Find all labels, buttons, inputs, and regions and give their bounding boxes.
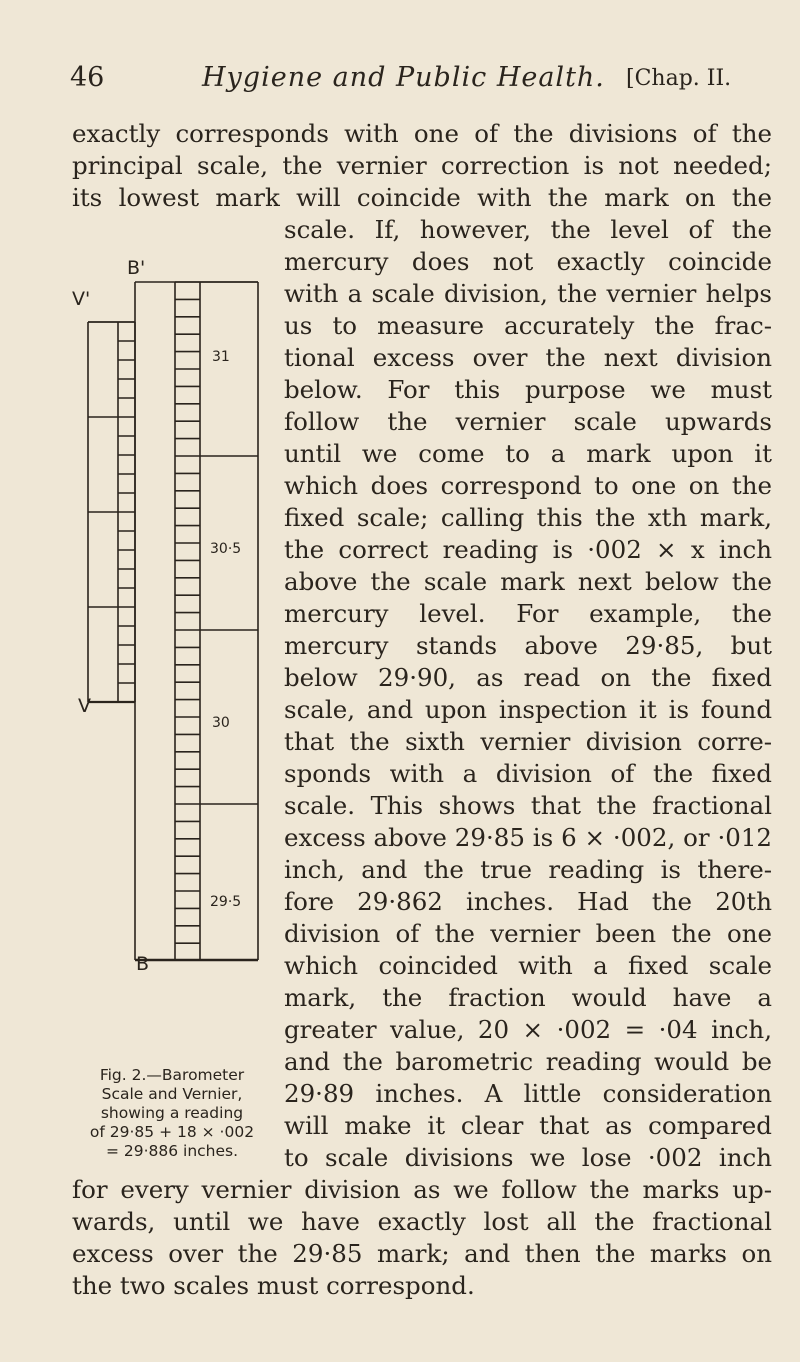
scale-drawing (88, 282, 258, 960)
text-line: scale. If, however, the level of the (284, 215, 772, 244)
caption-line: = 29·886 inches. (105, 1142, 239, 1160)
text-line: the correct reading is ·002 × x inch (284, 535, 772, 564)
text-line: with a scale division, the vernier helps (284, 279, 772, 308)
text-line: fore 29·862 inches. Had the 20th (284, 887, 772, 916)
text-line: that the sixth vernier division corre- (284, 727, 772, 756)
text-line: division of the vernier been the one (284, 919, 772, 948)
text-line: inch, and the true reading is there- (284, 855, 772, 884)
text-line: mercury level. For example, the (284, 599, 772, 628)
text-line: fixed scale; calling this the xth mark, (284, 503, 772, 532)
text-line: us to measure accurately the frac- (284, 311, 772, 340)
text-line: exactly corresponds with one of the divisions of the (72, 119, 772, 148)
text-line: follow the vernier scale upwards (284, 407, 772, 436)
running-header (70, 62, 770, 102)
text-line: scale. This shows that the fractional (284, 791, 772, 820)
label-v: V (78, 695, 91, 717)
caption-line: of 29·85 + 18 × ·002 (89, 1123, 255, 1141)
scale-label-31: 31 (212, 349, 230, 365)
text-line: tional excess over the next division (284, 343, 772, 372)
text-line: below. For this purpose we must (284, 375, 772, 404)
text-line: the two scales must correspond. (72, 1271, 475, 1300)
label-b: B (136, 953, 150, 975)
text-line: mercury does not exactly coincide (284, 247, 772, 276)
text-line: to scale divisions we lose ·002 inch (284, 1143, 772, 1172)
text-line: above the scale mark next below the (284, 567, 772, 596)
text-line: mark, the fraction would have a (284, 983, 772, 1012)
chapter-label: [Chap. II. (626, 66, 732, 91)
barometer-scale-figure (72, 257, 270, 1050)
text-line: until we come to a mark upon it (284, 439, 772, 468)
text-line: which does correspond to one on the (284, 471, 772, 500)
text-line: excess above 29·85 is 6 × ·002, or ·012 (284, 823, 772, 852)
label-b-prime: B' (127, 257, 146, 279)
page-number: 46 (70, 62, 105, 93)
scale-label-29-5: 29·5 (210, 894, 242, 910)
figure-caption (62, 1066, 282, 1161)
text-line: mercury stands above 29·85, but (284, 631, 772, 660)
label-v-prime: V' (72, 288, 91, 310)
running-title: Hygiene and Public Health. (202, 62, 605, 93)
text-line: excess over the 29·85 mark; and then the marks on (72, 1239, 772, 1268)
scale-label-30-5: 30·5 (210, 541, 242, 557)
text-line: sponds with a division of the fixed (284, 759, 772, 788)
text-line: and the barometric reading would be (284, 1047, 772, 1076)
text-line: for every vernier division as we follow the marks up- (72, 1175, 772, 1204)
scale-label-30: 30 (212, 715, 230, 731)
caption-line: Scale and Vernier, (101, 1085, 243, 1103)
text-line: its lowest mark will coincide with the mark on the (72, 183, 772, 212)
text-line: will make it clear that as compared (284, 1111, 772, 1140)
text-line: greater value, 20 × ·002 = ·04 inch, (284, 1015, 772, 1044)
text-line: which coincided with a fixed scale (284, 951, 772, 980)
text-line: below 29·90, as read on the fixed (284, 663, 772, 692)
caption-line: Fig. 2.—Barometer (99, 1066, 245, 1084)
text-line: 29·89 inches. A little consideration (284, 1079, 772, 1108)
caption-line: showing a reading (100, 1104, 244, 1122)
text-line: wards, until we have exactly lost all the fractional (72, 1207, 772, 1236)
text-line: scale, and upon inspection it is found (284, 695, 772, 724)
text-line: principal scale, the vernier correction is not needed; (72, 151, 772, 180)
